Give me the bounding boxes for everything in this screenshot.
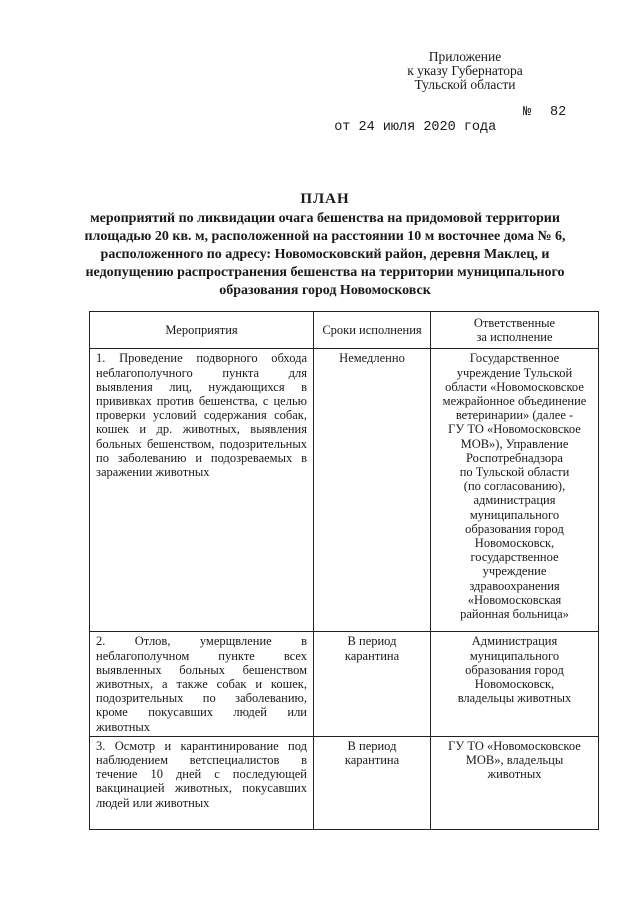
table-header-row (90, 312, 599, 349)
responsible-cell: Государственное учреждение Тульской области «Новомосковское межрайонное объединение ветеринарии» (далее - ГУ ТО «Новомосковское МОВ»), Управление Роспотребнадзора по Тульской области (по согласованию), администрация муниципального образования город Новомосковск, государственное учреждение здравоохранения «Новомосковская районная больница» (431, 349, 599, 632)
appendix-line-1: Приложение (428, 49, 502, 64)
measures-table (89, 311, 599, 830)
responsible-cell: ГУ ТО «Новомосковское МОВ», владельцы животных (431, 736, 599, 829)
decree-number: 82 (550, 105, 567, 120)
term-cell: В период карантина (314, 736, 431, 829)
document-title (60, 190, 590, 300)
table-row (90, 736, 599, 829)
decree-dateline (318, 105, 578, 165)
appendix-line-3: Тульской области (414, 77, 516, 92)
term-cell: В период карантина (314, 632, 431, 736)
decree-number-label: № (523, 105, 532, 120)
header-measures: Мероприятия (90, 312, 314, 349)
measure-cell: 3. Осмотр и карантинирование под наблюдением ветспециалистов в течение 10 дней с последующей вакцинацией животных, покусавших людей или животных (90, 736, 314, 829)
header-responsible: Ответственные за исполнение (431, 312, 599, 349)
plan-heading: ПЛАН (300, 191, 350, 207)
plan-subtitle: мероприятий по ликвидации очага бешенства на придомовой территории площадью 20 кв. м, расположенной на расстоянии 10 м восточнее дома № 6, расположенного по адресу: Новомосковский район, деревня Маклец, и недопущению распространения бешенства на территории муниципального образования город Новомосковск (84, 211, 566, 298)
appendix-block (380, 50, 550, 92)
decree-date: от 24 июля 2020 года (334, 120, 497, 135)
table-row (90, 632, 599, 736)
term-cell: Немедленно (314, 349, 431, 632)
header-terms: Сроки исполнения (314, 312, 431, 349)
table-row (90, 349, 599, 632)
measure-cell: 1. Проведение подворного обхода неблагополучного пункта для выявления лиц, нуждающихся в прививках против бешенства, с целью проверки условий содержания собак, кошек и др. животных, выявления больных бешенством, подозрительных по заболеванию и подозреваемых в заражении животных (90, 349, 314, 632)
appendix-line-2: к указу Губернатора (407, 63, 523, 78)
responsible-cell: Администрация муниципального образования город Новомосковск, владельцы животных (431, 632, 599, 736)
measure-cell: 2. Отлов, умерщвление в неблагополучном пункте всех выявленных больных бешенством животных, а также собак и кошек, подозрительных по заболеванию, кроме покусавших людей или животных (90, 632, 314, 736)
